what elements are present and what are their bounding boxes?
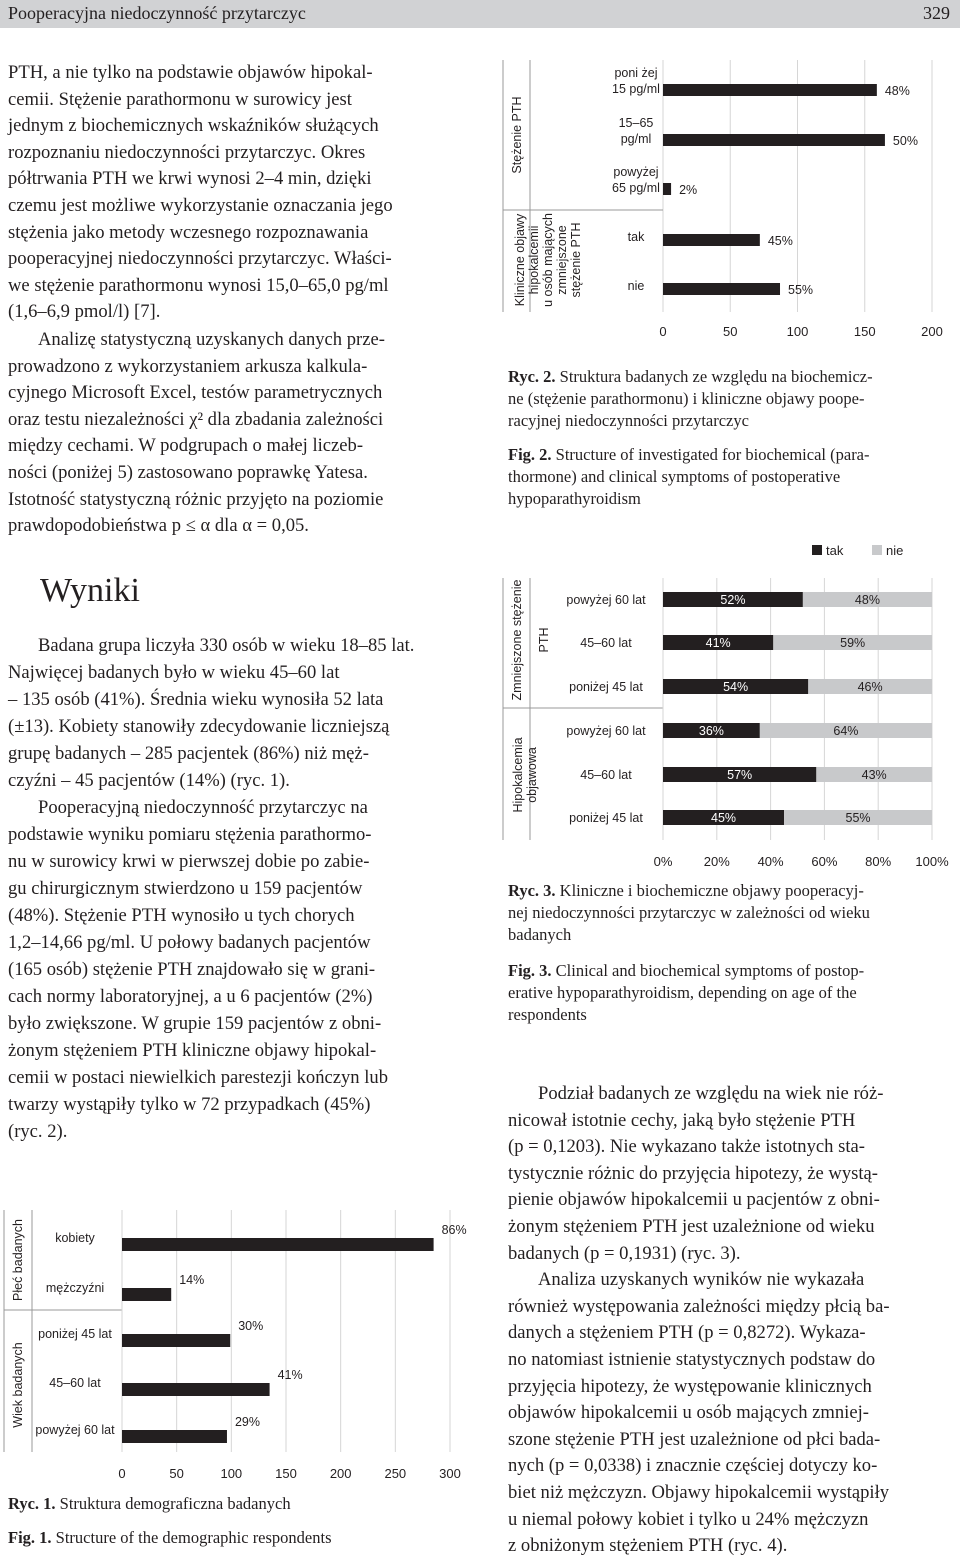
text-line: (165 osób) stężenie PTH znajdowało się w grani- [8, 959, 376, 980]
text-line: przyjęcia hipotezy, że występowanie klinicznych [508, 1375, 872, 1397]
fig3-x-tick-label: 40% [757, 854, 784, 869]
fig3-group-label-hypo: Hipokalcemiaobjawowa [511, 737, 539, 813]
fig1-x-tick-label: 200 [329, 1466, 352, 1481]
text-line: objawów hipokalcemii u osób mających zmniej- [508, 1402, 869, 1424]
fig3-pl-label: Ryc. 3. [508, 881, 556, 900]
fig2-category-label: nie [627, 279, 645, 293]
fig2-category-label: powyżej 65 pg/ml [612, 165, 660, 195]
fig1-data-label: 14% [179, 1273, 205, 1287]
text-line: twarzy wystąpiły tylko w 72 przypadkach (45%) [8, 1094, 371, 1115]
text-line: rozpoznaniu niedoczynności przytarczyc. Okres [8, 141, 366, 163]
fig1-data-label: 86% [441, 1223, 467, 1237]
fig3-category-label: 45–60 lat [580, 636, 632, 650]
text-line: stężenia jako metody wczesnego rozpoznawania [8, 221, 369, 243]
text-line: oraz testu niezależności χ² dla zbadania zależności [8, 408, 384, 430]
caption-line: nej niedoczynności przytarczyc w zależności od wieku [508, 903, 870, 922]
fig2-x-tick-label: 200 [921, 324, 943, 339]
fig2-bar [663, 183, 671, 195]
caption-line: thormone) and clinical symptoms of postoperative [508, 467, 841, 486]
fig2-x-tick-label: 100 [786, 324, 809, 339]
caption-line: respondents [508, 1005, 587, 1024]
fig3-data-label-tak: 36% [698, 724, 724, 738]
text-line: szone stężenie PTH jest uzależnione od płci bada- [508, 1428, 881, 1450]
text-line: prawdopodobieństwa p ≤ α dla α = 0,05. [8, 515, 309, 537]
fig2-category-label: 15–65 pg/ml [618, 116, 654, 146]
text-line: ności (poniżej 5) zastosowano poprawkę Yatesa. [8, 461, 368, 483]
fig2-x-tick-label: 0 [659, 324, 667, 339]
fig1-en-text: Structure of the demographic respondents [55, 1528, 332, 1547]
fig2-category-label: tak [627, 230, 645, 244]
text-line: Pooperacyjną niedoczynność przytarczyc na [38, 797, 368, 818]
section-heading: Wyniki [40, 572, 140, 609]
fig3-group-label-pth: Zmniejszone stężenie [510, 579, 524, 701]
fig2-category-label: poni żej 15 pg/ml [612, 66, 660, 96]
fig3-legend-label-tak: tak [826, 543, 844, 558]
fig1-bar [122, 1383, 270, 1396]
fig2-en-label: Fig. 2. [508, 445, 552, 464]
fig3-legend-swatch-nie [872, 545, 882, 555]
fig3-data-label-tak: 52% [720, 593, 746, 607]
fig3-data-label-nie: 43% [861, 768, 887, 782]
fig1-category-label: 45–60 lat [49, 1376, 101, 1390]
text-line: cemii w postaci niewielkich parestezji kończyn lub [8, 1067, 389, 1088]
fig2-group-label-symptoms: Kliniczne objawyhipokalcemiiu osób mającychzmniejszonestężenie PTH [513, 213, 583, 307]
fig2-bar [663, 84, 877, 96]
text-line: no natomiast istnienie statystycznych podstaw do [508, 1348, 876, 1370]
fig3-group-label-pth-2: PTH [537, 627, 551, 653]
text-line: grupę badanych – 285 pacjentek (86%) niż męż- [8, 743, 369, 764]
fig1-bar [122, 1430, 227, 1443]
fig1-data-label: 41% [277, 1368, 303, 1382]
fig3-category-label: powyżej 60 lat [566, 593, 646, 607]
text-line: cach normy laboratoryjnej, a u 6 pacjentów (2%) [8, 986, 373, 1007]
caption-line: Struktura badanych ze względu na biochemicz- [559, 367, 873, 386]
fig1-en-label: Fig. 1. [8, 1528, 52, 1547]
text-line: pienie objawów hipokalcemii u pacjentów z obni- [508, 1189, 880, 1211]
text-line: prowadzono z wykorzystaniem arkusza kalkula- [8, 355, 368, 377]
fig1-x-tick-label: 300 [439, 1466, 461, 1481]
text-line: żonym stężeniem PTH jest uzależnione od wieku [508, 1215, 875, 1237]
text-line: między cechami. W podgrupach o małej liczeb- [8, 435, 364, 457]
fig1-x-tick-label: 250 [384, 1466, 407, 1481]
fig1-x-tick-label: 150 [275, 1466, 297, 1481]
text-line: gu chirurgicznym stwierdzono u 159 pacjentów [8, 878, 363, 899]
text-line: jednym z biochemicznych wskaźników służących [8, 115, 379, 137]
fig3-data-label-tak: 41% [705, 636, 731, 650]
fig1-group-label-age: Wiek badanych [11, 1342, 25, 1428]
text-line: nych (p = 0,0338) i znacznie częściej dotyczy ko- [508, 1455, 878, 1477]
fig1-x-tick-label: 100 [220, 1466, 243, 1481]
text-line: (ryc. 2). [8, 1121, 68, 1142]
fig1-x-tick-label: 50 [169, 1466, 184, 1481]
text-line: 1,2–14,66 pg/ml. U połowy badanych pacjentów [8, 932, 371, 953]
fig1-data-label: 29% [234, 1415, 260, 1429]
text-line: czemu jest możliwe wykorzystanie oznaczania jego [8, 194, 393, 216]
running-title: Pooperacyjna niedoczynność przytarczyc [8, 3, 306, 23]
fig3-legend-label-nie: nie [886, 543, 904, 558]
text-line: żonym stężeniem PTH kliniczne objawy hipokal- [8, 1040, 377, 1061]
fig3-data-label-nie: 64% [833, 724, 859, 738]
text-line: z obniżonym stężeniem PTH (ryc. 4). [508, 1535, 788, 1557]
text-line: (1,6–6,9 pmol/l) [7]. [8, 301, 161, 323]
fig2-data-label: 2% [679, 183, 698, 197]
fig2-data-label: 55% [788, 283, 814, 297]
fig2-pl-label: Ryc. 2. [508, 367, 556, 386]
text-line: Analizę statystyczną uzyskanych danych prze- [38, 329, 385, 350]
text-line: cyjnego Microsoft Excel, testów parametrycznych [8, 382, 383, 404]
text-line: półtrwania PTH we krwi wynosi 2–4 min, dzięki [8, 168, 372, 190]
fig3-category-label: powyżej 60 lat [566, 724, 646, 738]
text-line: – 135 osób (41%). Średnia wieku wynosiła 52 lata [8, 689, 384, 710]
text-line: nu w surowicy krwi w pierwszej dobie po zabie- [8, 851, 370, 872]
fig3-x-tick-label: 100% [915, 854, 949, 869]
text-line: u niemal połowy kobiet i tylko u 24% mężczyzn [508, 1508, 869, 1530]
fig2-group-label-pth: Stężenie PTH [510, 96, 524, 174]
caption-line: hypoparathyroidism [508, 489, 641, 508]
fig2-x-tick-label: 50 [723, 324, 738, 339]
caption-line: erative hypoparathyroidism, depending on age of the [508, 983, 857, 1002]
caption-line: ne (stężenie parathormonu) i kliniczne objawy poope- [508, 389, 865, 408]
fig3-x-tick-label: 80% [865, 854, 892, 869]
fig1-bar [122, 1334, 230, 1347]
page-number: 329 [923, 3, 950, 23]
fig1-category-label: powyżej 60 lat [35, 1423, 115, 1437]
text-line: Istotność statystyczną różnic przyjęto na poziomie [8, 488, 384, 510]
text-line: danych a stężeniem PTH (p = 0,8272). Wykaza- [508, 1322, 866, 1344]
text-line: Badana grupa liczyła 330 osób w wieku 18–85 lat. [38, 635, 415, 656]
fig1-pl-label: Ryc. 1. [8, 1494, 56, 1513]
caption-line: Kliniczne i biochemiczne objawy pooperacyj- [559, 881, 864, 900]
text-line: czyźni – 45 pacjentów (14%) (ryc. 1). [8, 770, 290, 791]
fig3-data-label-tak: 54% [723, 680, 749, 694]
text-line: (48%). Stężenie PTH wynosiło u tych chorych [8, 905, 355, 926]
text-line: Podział badanych ze względu na wiek nie róż- [538, 1083, 884, 1104]
text-line: Analiza uzyskanych wyników nie wykazała [538, 1269, 865, 1291]
fig3-category-label: poniżej 45 lat [569, 680, 643, 694]
fig3-category-label: 45–60 lat [580, 768, 632, 782]
text-line: podstawie wyniku pomiaru stężenia parathormo- [8, 824, 372, 845]
fig1-bar [122, 1238, 434, 1251]
fig1-category-label: mężczyźni [45, 1281, 105, 1295]
fig3-data-label-nie: 59% [840, 636, 866, 650]
fig1-bar [122, 1288, 171, 1301]
fig2-data-label: 50% [892, 134, 918, 148]
text-line: cemii. Stężenie parathormonu w surowicy jest [8, 88, 352, 110]
fig3-x-tick-label: 0% [653, 854, 673, 869]
text-line: nicował istotnie cechy, jaką było stężenie PTH [508, 1109, 856, 1131]
text-line: (±13). Kobiety stanowiły zdecydowanie liczniejszą [8, 716, 390, 737]
text-line: było zwiększone. W grupie 159 pacjentów z obni- [8, 1013, 382, 1034]
fig3-x-tick-label: 60% [811, 854, 838, 869]
fig3-data-label-nie: 48% [854, 593, 880, 607]
text-line: (p = 0,1203). Nie wykazano także istotnych sta- [508, 1136, 865, 1158]
fig2-bar [663, 234, 760, 246]
text-line: PTH, a nie tylko na podstawie objawów hipokal- [8, 62, 373, 83]
fig1-category-label: poniżej 45 lat [38, 1327, 112, 1341]
fig3-x-tick-label: 20% [703, 854, 730, 869]
text-line: pooperacyjnej niedoczynności przytarczyc. Właści- [8, 248, 392, 270]
fig3-data-label-tak: 45% [711, 811, 737, 825]
text-line: również występowania zależności między płcią ba- [508, 1295, 890, 1317]
fig3-category-label: poniżej 45 lat [569, 811, 643, 825]
fig1-data-label: 30% [238, 1319, 264, 1333]
fig2-data-label: 45% [767, 234, 793, 248]
text-line: Najwięcej badanych było w wieku 45–60 lat [8, 662, 340, 683]
text-line: we stężenie parathormonu wynosi 15,0–65,0 pg/ml [8, 274, 389, 296]
fig2-bar [663, 283, 780, 295]
fig2-x-tick-label: 150 [853, 324, 876, 339]
text-line: biet niż mężczyzn. Objawy hipokalcemii wystąpiły [508, 1481, 890, 1503]
fig1-x-tick-label: 0 [118, 1466, 126, 1481]
fig3-data-label-nie: 55% [845, 811, 871, 825]
fig1-group-label-sex: Płeć badanych [11, 1218, 25, 1302]
fig2-data-label: 48% [884, 84, 910, 98]
fig3-data-label-tak: 57% [727, 768, 753, 782]
fig3-data-label-nie: 46% [857, 680, 883, 694]
fig1-pl-text: Struktura demograficzna badanych [59, 1494, 291, 1513]
caption-line: Clinical and biochemical symptoms of postop- [555, 961, 865, 980]
caption-line: Structure of investigated for biochemical (para- [555, 445, 870, 464]
text-line: badanych (p = 0,1931) (ryc. 3). [508, 1242, 741, 1264]
fig1-category-label: kobiety [55, 1231, 95, 1245]
text-line: tystycznie różnic do przyjęcia hipotezy, że wystą- [508, 1162, 878, 1184]
fig2-bar [663, 134, 885, 146]
caption-line: badanych [508, 925, 572, 944]
fig3-legend-swatch-tak [812, 545, 822, 555]
caption-line: racyjnej niedoczynności przytarczyc [508, 411, 749, 430]
fig3-en-label: Fig. 3. [508, 961, 552, 980]
